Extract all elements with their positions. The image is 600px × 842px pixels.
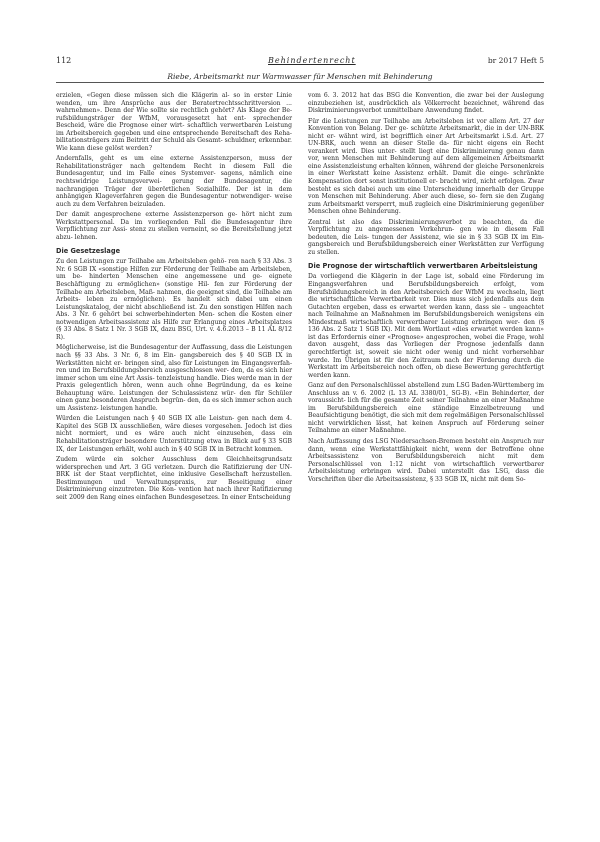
journal-title: Behindertenrecht (268, 56, 356, 65)
paragraph: Da vorliegend die Klägerin in der Lage ist, sobald eine Förderung im Eingangsverfahren und Berufsbildungsbereich erfolgt, vom Berufsbildungsbereich in den Arbeitsbereich der WfbM zu wechseln, liegt die wirtschaftliche Verwertbarkeit vor. Dies muss sich jedenfalls aus dem Gutachten ergeben, dass es erwartet werden kann, dass sie – ungeachtet nach Teilnahme an Maßnahmen im Berufsbildungsbereich wenigstens ein Mindestmaß wirtschaftlich verwertbarer Leistung erbringen wer- den (§ 136 Abs. 2 Satz 1 SGB IX). Mit dem Wortlaut «dies erwartet werden kann» ist das Erfordernis einer «Prognose» angesprochen, wobei die Frage, wohl davon ausgeht, dass das Vorliegen der Prognose jedenfalls dann gerechtfertigt ist, soweit sie nicht oder wenig und nicht vorhersehbar wurde. Im Übrigen ist für den Zeitraum nach der Förderung durch die Werkstatt im Arbeitsbereich noch offen, ob diese Bewertung gerechtfertigt werden kann. (308, 273, 544, 379)
paragraph: Zentral ist also das Diskriminierungsverbot zu beachten, da die Verpflichtung zu angemessenen Vorkehrun- gen wie in diesem Fall bedeuten, die Leis- tungen der Assistenz, wie sie in § 33 SGB IX im Ein- gangsbereich und Berufsbildungsbereich einer Werkstätten zur Verfügung zu stellen. (308, 218, 544, 256)
section-heading: Die Prognose der wirtschaftlich verwertbaren Arbeitsleistung (308, 262, 538, 271)
page-number: 112 (56, 56, 72, 65)
paragraph: Nach Auffassung des LSG Niedersachsen-Bremen besteht ein Anspruch nur dann, wenn eine Werkstattfähigkeit nicht, wenn der Betroffene ohne Arbeitsassistenz von Berufsbildungsbereich nicht mit dem Personalschlüssel von 1:12 nicht von wirtschaftlich verwertbarer Arbeitsleistung erbringen wird. Dabei unterstellt das LSG, dass die Vorschriften über die Arbeitsassistenz, § 33 SGB IX, nicht mit dem So- (308, 437, 544, 483)
paragraph: Andernfalls, geht es um eine externe Assistenzperson, muss der Rehabilitationsträger nach geltendem Recht in diesem Fall die Bundesagentur, und im Falle eines Systemver- sagens, nämlich eine rechtswidrige Leistungsverwei- gerung der Bundesagentur, die nachrangigen Träger der überörtlichen Sozialhilfe. Der ist in dem anhängigen Klageverfahren gegen die Bundesagentur notwendiger- weise auch zu dem Verfahren beizuladen. (56, 155, 292, 208)
running-title: Riebe, Arbeitsmarkt nur Warmwasser für Menschen mit Behinderung (167, 72, 433, 81)
page-header (56, 56, 544, 70)
left-column (56, 92, 292, 504)
paragraph: Ganz auf den Personalschlüssel abstellend zum LSG Baden-Württemberg im Anschluss an v. 6. 2002 (L 13 AL 3380/01, SG-B). «Ein Behinderter, der voraussicht- lich für die gesamte Zeit seiner Teilnahme an einer Maßnahme im Berufsbildungsbereich eine ständige Einzelbetreuung und Beaufsichtigung benötigt, die sich mit dem regelmäßigen Personalschlüssel nicht verwirklichen lässt, hat keinen Anspruch auf Förderung seiner Teilnahme an einer Maßnahme. (308, 382, 544, 435)
section-heading: Die Gesetzeslage (56, 247, 121, 256)
paragraph: Würden die Leistungen nach § 40 SGB IX alle Leistun- gen nach dem 4. Kapitel des SGB IX ausschließen, wäre dieses vorgesehen. Jedoch ist dies nicht normiert, und es wäre auch nicht einzusehen, dass ein Rehabilitationsträger besondere Unterstützung etwa in Blick auf § 33 SGB IX, der Leistungen erhält, wohl auch in § 40 SGB IX in Betracht kommen. (56, 415, 292, 453)
paragraph: Zu den Leistungen zur Teilhabe am Arbeitsleben gehö- ren nach § 33 Abs. 3 Nr. 6 SGB IX «sonstige Hilfen zur Förderung der Teilhabe am Arbeitsleben, um be- hinderten Menschen eine angemessene und ge- eignete Beschäftigung zu ermöglichen» (sonstige Hil- fen zur Förderung der Teilhabe am Arbeitsleben, Maß- nahmen, die geeignet sind, die Teilhabe am Arbeits- leben zu ermöglichen). Es handelt sich dabei um einen Leistungskatalog, der nicht abschließend ist. Zu den sonstigen Hilfen nach Abs. 3 Nr. 6 gehört bei schwerbehinderten Men- schen die Kosten einer notwendigen Arbeitsassistenz als Hilfe zur Erlangung eines Arbeitsplatzes (§ 33 Abs. 8 Satz 1 Nr. 3 SGB IX, dazu BSG, Urt. v. 4.6.2013 – B 11 AL 8/12 R). (56, 258, 292, 341)
issue-label: br 2017 Heft 5 (487, 56, 544, 65)
paragraph: Der damit angesprochene externe Assistenzperson ge- hört nicht zum Werkstattpersonal. Da im vorliegenden Fall die Bundesagentur ihre Verpflichtung zur Assi- stenz zu stellen verneint, so die Bereitstellung jetzt abzu- lehnen. (56, 211, 292, 241)
paragraph: erzielen, «Gegen diese müssen sich die Klägerin al- so in erster Linie wenden, um ihre Ansprüche aus der Beratertrechtsschrittversion ... wahrnehmen». Denn der Wie sollte sie rechtlich gehört? Als Klage der Be- rufsbildungsträger der WfbM, vorausgesetzt hat ent- sprechender Bescheid, wäre die Prognose einer wirt- schaftlich verwertbaren Leistung im Arbeitsbereich gegeben und eine entsprechende Bereitschaft des Reha- bilitationsträgers zum Beitritt der Schuld als Gesamt- schuldner, erkennbar. Wie kann diese gelöst werden? (56, 92, 292, 152)
right-column (308, 92, 544, 486)
paragraph: vom 6. 3. 2012 hat das BSG die Konvention, die zwar bei der Auslegung einzubeziehen ist, ausdrücklich als Völkerrecht bezeichnet, während das Diskriminierungsverbot unmittelbare Anwendung findet. (308, 92, 544, 115)
header-divider (56, 82, 544, 83)
paragraph: Zudem würde ein solcher Ausschluss dem Gleichheitsgrundsatz widersprechen und Art. 3 GG verletzen. Durch die Ratifizierung der UN-BRK ist der Staat verpflichtet, eine inklusive Gesellschaft herzustellen. Bestimmungen und Verwaltungspraxis, zur Beseitigung einer Diskriminierung einzutreten. Die Kon- vention hat nach ihrer Ratifizierung seit 2009 den Rang eines einfachen Bundesgesetzes. In einer Entscheidung (56, 456, 292, 501)
paragraph: Für die Leistungen zur Teilhabe am Arbeitsleben ist vor allem Art. 27 der Konvention von Belang. Der ge- schützte Arbeitsmarkt, die in der UN-BRK nicht er- wähnt wird, ist begrifflich einer Art Arbeitsmarkt i.S.d. Art. 27 UN-BRK, auch wenn an dieser Stelle da- für nicht eigens ein Recht verankert wird. Dies unter- stellt liegt eine Diskriminierung genau dann vor, wenn Menschen mit Behinderung auf dem allgemeinen Arbeitsmarkt eine Assistenzleistung erhalten können, während der gleiche Personenkreis in einer Werkstatt keine Assistenz erhält. Damit die einge- schränkte Kompensation dort sonst institutionell er- bracht wird, nicht erfolgen. Zwar besteht es sich dabei auch um eine Unterscheidung innerhalb der Gruppe von Menschen mit Behinderung. Aber auch diese, so- fern sie den Zugang zum Arbeitsmarkt versperrt, muß zugleich eine Diskriminierung gegenüber Menschen ohne Behinderung. (308, 117, 544, 216)
paragraph: Möglicherweise, ist die Bundesagentur der Auffassung, dass die Leistungen nach §§ 33 Abs. 3 Nr. 6, 8 im Ein- gangsbereich des § 40 SGB IX in Werkstätten nicht er- bringen sind, also für Leistungen im Eingangsverfah- ren und im Berufsbildungsbereich ausgeschlossen wer- den, da es sich hier immer schon um eine Art Assis- tenzleistung handle. Dies werde man in der Praxis gelegentlich hören, wenn auch ohne Begründung, da es keine Behauptung wäre. Leistungen der Schulassistenz wür- den für Schüler einen ganz besonderen Anspruch begrün- den, da es sich immer schon auch um Assistenz- leistungen handle. (56, 344, 292, 412)
